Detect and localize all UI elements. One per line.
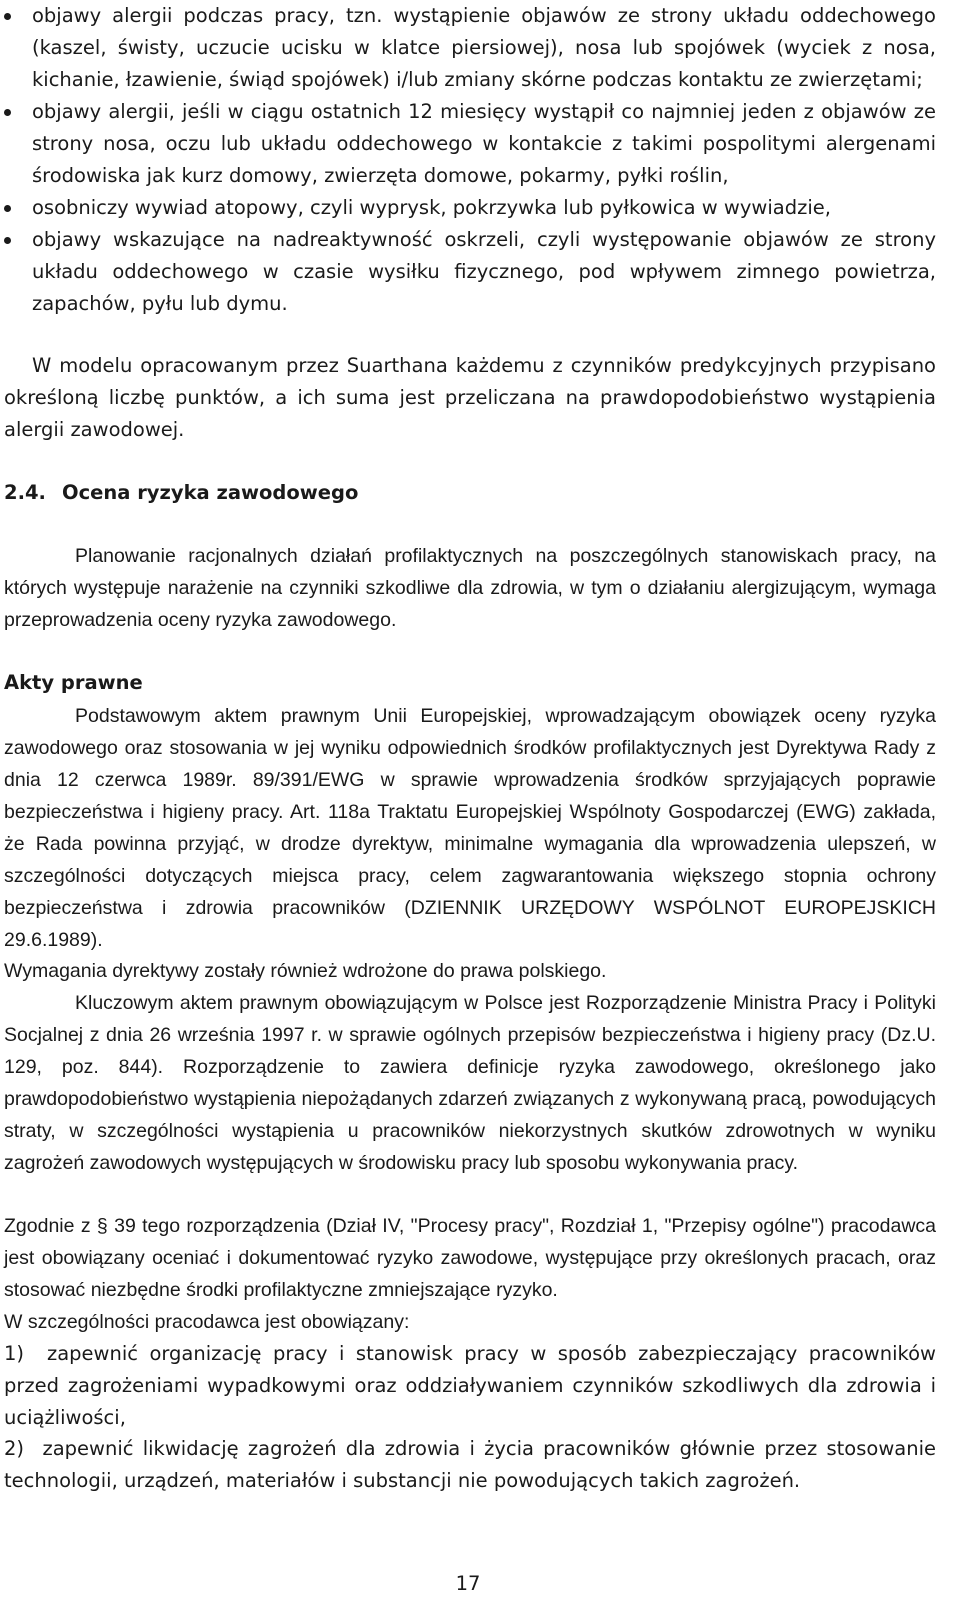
- suarthan-model-paragraph: W modelu opracowanym przez Suarthana każdemu z czynników predykcyjnych przypisano określoną liczbę punktów, a ich suma jest przeliczana na prawdopodobieństwo wystąpienia alergii zawodowej.: [4, 354, 936, 441]
- bullet-icon: [4, 13, 11, 20]
- list-item-text: osobniczy wywiad atopowy, czyli wyprysk, pokrzywka lub pyłkowica w wywiadzie,: [32, 196, 831, 219]
- duty-text: zapewnić organizację pracy i stanowisk pracy w sposób zabezpieczający pracowników przed zagrożeniami wypadkowymi oraz oddziaływaniem czynników szkodliwych dla zdrowia i uciążliwości,: [4, 1342, 936, 1429]
- bullet-icon: [4, 205, 11, 212]
- allergy-symptom-list: [0, 0, 936, 320]
- polish-law-paragraph: Wymagania dyrektywy zostały również wdrożone do prawa polskiego.: [4, 960, 607, 982]
- list-item-text: objawy wskazujące na nadreaktywność oskrzeli, czyli występowanie objawów ze strony układu oddechowego w czasie wysiłku fizycznego, pod wpływem zimnego powietrza, zapachów, pyłu lub dymu.: [32, 228, 936, 315]
- list-item-text: objawy alergii podczas pracy, tzn. wystąpienie objawów ze strony układu oddechowego (kaszel, świsty, uczucie ucisku w klatce piersiowej), nosa lub spojówek (wyciek z nosa, kichanie, łzawienie, świąd spojówek) i/lub zmiany skórne podczas kontaktu ze zwierzętami;: [32, 4, 936, 91]
- list-item: [0, 96, 936, 192]
- list-item: [0, 224, 936, 320]
- duty-item: [4, 1338, 936, 1434]
- section-number: 2.4.: [4, 481, 46, 504]
- page-number: 17: [455, 1572, 481, 1595]
- list-item: [0, 0, 936, 96]
- bullet-icon: [4, 237, 11, 244]
- article-39-paragraph: Zgodnie z § 39 tego rozporządzenia (Dział IV, "Procesy pracy", Rozdział 1, "Przepisy ogólne") pracodawca jest obowiązany oceniać i dokumentować ryzyko zawodowe, występujące przy określonych pracach, oraz stosować niezbędne środki profilaktyczne zmniejszające ryzyko.: [4, 1215, 936, 1301]
- bullet-icon: [4, 109, 11, 116]
- regulation-paragraph: Kluczowym aktem prawnym obowiązującym w Polsce jest Rozporządzenie Ministra Pracy i Polityki Socjalnej z dnia 26 września 1997 r. w sprawie ogólnych przepisów bezpieczeństwa i higieny pracy (Dz.U. 129, poz. 844). Rozporządzenie to zawiera definicje ryzyka zawodowego, określonego jako prawdopodobieństwo wystąpienia niepożądanych zdarzeń związanych z wykonywaną pracą, powodujących straty, w szczególności wystąpienia u pracowników niekorzystnych skutków zdrowotnych w wyniku zagrożeń zawodowych występujących w środowisku pracy lub sposobu wykonywania pracy.: [4, 992, 936, 1174]
- duty-item: [4, 1433, 936, 1497]
- section-heading: [4, 477, 358, 509]
- duty-number: 2): [4, 1437, 25, 1460]
- employer-duties-intro: W szczególności pracodawca jest obowiązany:: [4, 1311, 410, 1333]
- duty-number: 1): [4, 1342, 25, 1365]
- planning-paragraph: Planowanie racjonalnych działań profilaktycznych na poszczególnych stanowiskach pracy, na których występuje narażenie na czynniki szkodliwe dla zdrowia, w tym o działaniu alergizującym, wymaga przeprowadzenia oceny ryzyka zawodowego.: [4, 545, 936, 631]
- duty-text: zapewnić likwidację zagrożeń dla zdrowia i życia pracowników głównie przez stosowanie technologii, urządzeń, materiałów i substancji nie powodujących takich zagrożeń.: [4, 1437, 936, 1492]
- section-title: Ocena ryzyka zawodowego: [62, 481, 359, 504]
- eu-directive-paragraph: Podstawowym aktem prawnym Unii Europejskiej, wprowadzającym obowiązek oceny ryzyka zawodowego oraz stosowania w jej wyniku odpowiednich środków profilaktycznych jest Dyrektywa Rady z dnia 12 czerwca 1989r. 89/391/EWG w sprawie wprowadzenia środków sprzyjających poprawie bezpieczeństwa i higieny pracy. Art. 118a Traktatu Europejskiej Wspólnoty Gospodarczej (EWG) zakłada, że Rada powinna przyjąć, w drodze dyrektyw, minimalne wymagania dla wprowadzenia ulepszeń, w szczególności dotyczących miejsca pracy, celem zagwarantowania większego stopnia ochrony bezpieczeństwa i zdrowia pracowników (DZIENNIK URZĘDOWY WSPÓLNOT EUROPEJSKICH 29.6.1989).: [4, 705, 936, 951]
- legal-acts-heading: Akty prawne: [4, 671, 143, 694]
- list-item: [0, 192, 936, 224]
- list-item-text: objawy alergii, jeśli w ciągu ostatnich 12 miesięcy wystąpił co najmniej jeden z objawów ze strony nosa, oczu lub układu oddechowego w kontakcie z takimi pospolitymi alergenami środowiska jak kurz domowy, zwierzęta domowe, pokarmy, pyłki roślin,: [32, 100, 936, 187]
